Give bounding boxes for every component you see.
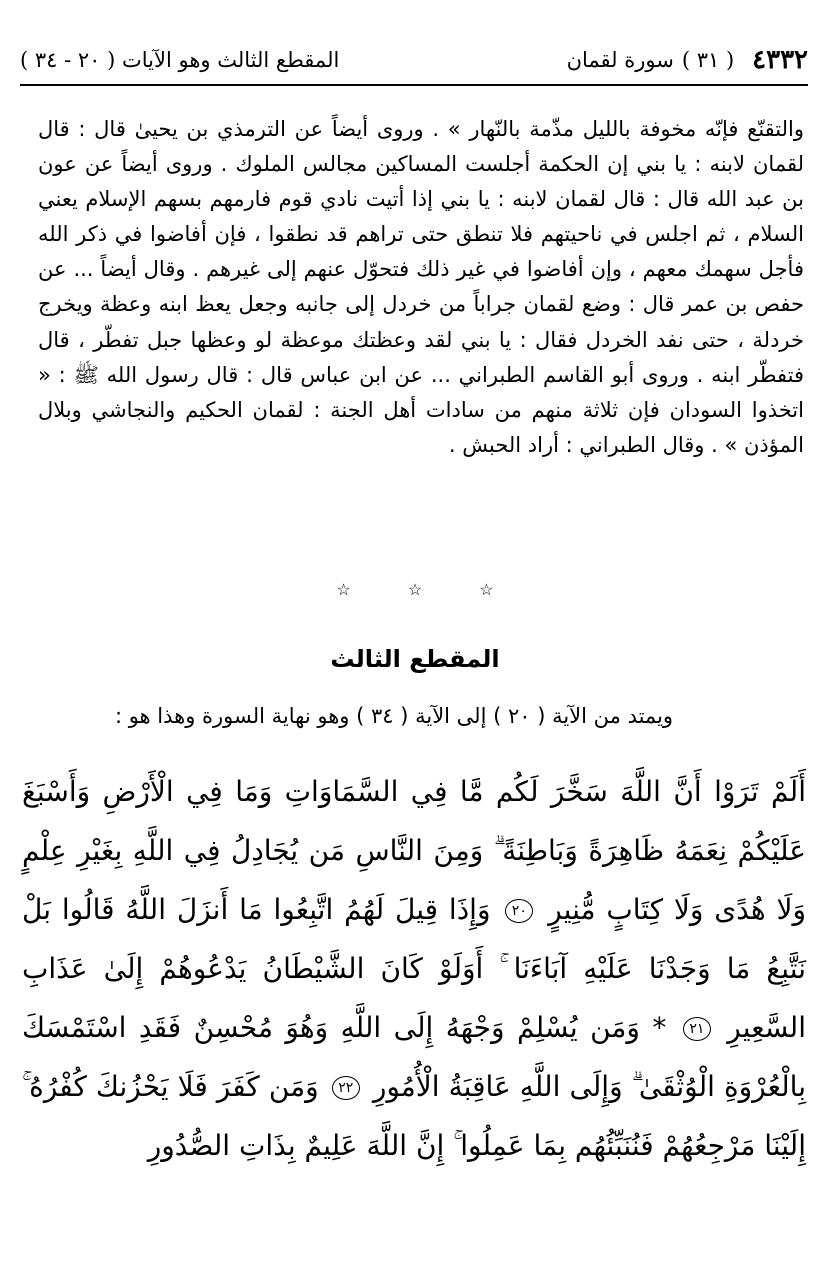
commentary-block [38, 112, 804, 463]
verse-text [22, 762, 806, 1175]
verse-segment: * وَمَن يُسْلِمْ وَجْهَهُ إِلَى اللَّهِ وَهُوَ مُحْسِنٌ فَقَدِ اسْتَمْسَكَ بِالْعُرْوَةِ الْوُثْقَىٰ ۗ وَإِلَى اللَّهِ عَاقِبَةُ الْأُمُورِ [22, 1011, 806, 1103]
star-icon: ☆ [336, 580, 351, 599]
section-intro: ويمتد من الآية ( ٢٠ ) إلى الآية ( ٣٤ ) وهو نهاية السورة وهذا هو : [114, 704, 674, 728]
verse-segment: أَلَمْ تَرَوْا أَنَّ اللَّهَ سَخَّرَ لَكُم مَّا فِي السَّمَاوَاتِ وَمَا فِي الْأَرْضِ وَأَسْبَغَ عَلَيْكُمْ نِعَمَهُ ظَاهِرَةً وَبَاطِنَةً ۗ وَمِنَ النَّاسِ مَن يُجَادِلُ فِي اللَّهِ بِغَيْرِ عِلْمٍ وَلَا هُدًى وَلَا كِتَابٍ مُّنِيرٍ [22, 775, 806, 926]
page-number: ٤٣٣٢ [752, 45, 808, 75]
ayah-number-marker: ٢٠ [505, 899, 533, 923]
section-title: المقطع الثالث [330, 645, 500, 673]
section-separator [0, 580, 830, 599]
surah-number: ( ٣١ ) [681, 48, 735, 72]
verse-segment: وَمَن كَفَرَ فَلَا يَحْزُنكَ كُفْرُهُ ۚ إِلَيْنَا مَرْجِعُهُمْ فَنُنَبِّئُهُم بِمَا عَمِلُوا ۚ إِنَّ اللَّهَ عَلِيمٌ بِذَاتِ الصُّدُورِ [22, 1070, 806, 1162]
header-surah-info [567, 45, 808, 75]
page-header [20, 40, 808, 80]
star-icon: ☆ [479, 580, 494, 599]
verse-segment: وَإِذَا قِيلَ لَهُمُ اتَّبِعُوا مَا أَنزَلَ اللَّهُ قَالُوا بَلْ نَتَّبِعُ مَا وَجَدْنَا عَلَيْهِ آبَاءَنَا ۚ أَوَلَوْ كَانَ الشَّيْطَانُ يَدْعُوهُمْ إِلَىٰ عَذَابِ السَّعِيرِ [22, 893, 806, 1044]
star-icon: ☆ [407, 580, 423, 599]
header-divider [20, 84, 808, 86]
ayah-number-marker: ٢٢ [332, 1076, 360, 1100]
header-section-label: المقطع الثالث وهو الآيات ( ٢٠ - ٣٤ ) [20, 48, 340, 72]
quran-verses [22, 762, 806, 1175]
commentary-paragraph: والتقنّع فإنّه مخوفة بالليل مذّمة بالنّهار » . وروى أيضاً عن الترمذي بن يحيىٰ قال : قال لقمان لابنه : يا بني إن الحكمة أجلست المساكين مجالس الملوك . وروى أيضاً عن عون بن عبد الله قال : قال لقمان لابنه : يا بني إذا أتيت نادي قوم فارمهم بسهم الإسلام يعني السلام ، ثم اجلس في ناحيتهم فلا تنطق حتى تراهم قد نطقوا ، فإن أفاضوا في ذكر الله فأجل سهمك معهم ، وإن أفاضوا في غير ذلك فتحوّل عنهم إلى غيرهم . وقال أيضاً ... عن حفص بن عمر قال : وضع لقمان جراباً من خردل إلى جانبه وجعل يعظ ابنه وعظة ويخرج خردلة ، حتى نفد الخردل فقال : يا بني لقد وعظتك موعظة لو وعظها جبل تفطّر ، قال فتفطّر ابنه . وروى أبو القاسم الطبراني ... عن ابن عباس قال : قال رسول الله ﷺ : « اتخذوا السودان فإن ثلاثة منهم من سادات أهل الجنة : لقمان الحكيم والنجاشي وبلال المؤذن » . وقال الطبراني : أراد الحبش . [38, 117, 804, 457]
ayah-number-marker: ٢١ [683, 1017, 711, 1041]
surah-name: سورة لقمان [566, 48, 674, 72]
